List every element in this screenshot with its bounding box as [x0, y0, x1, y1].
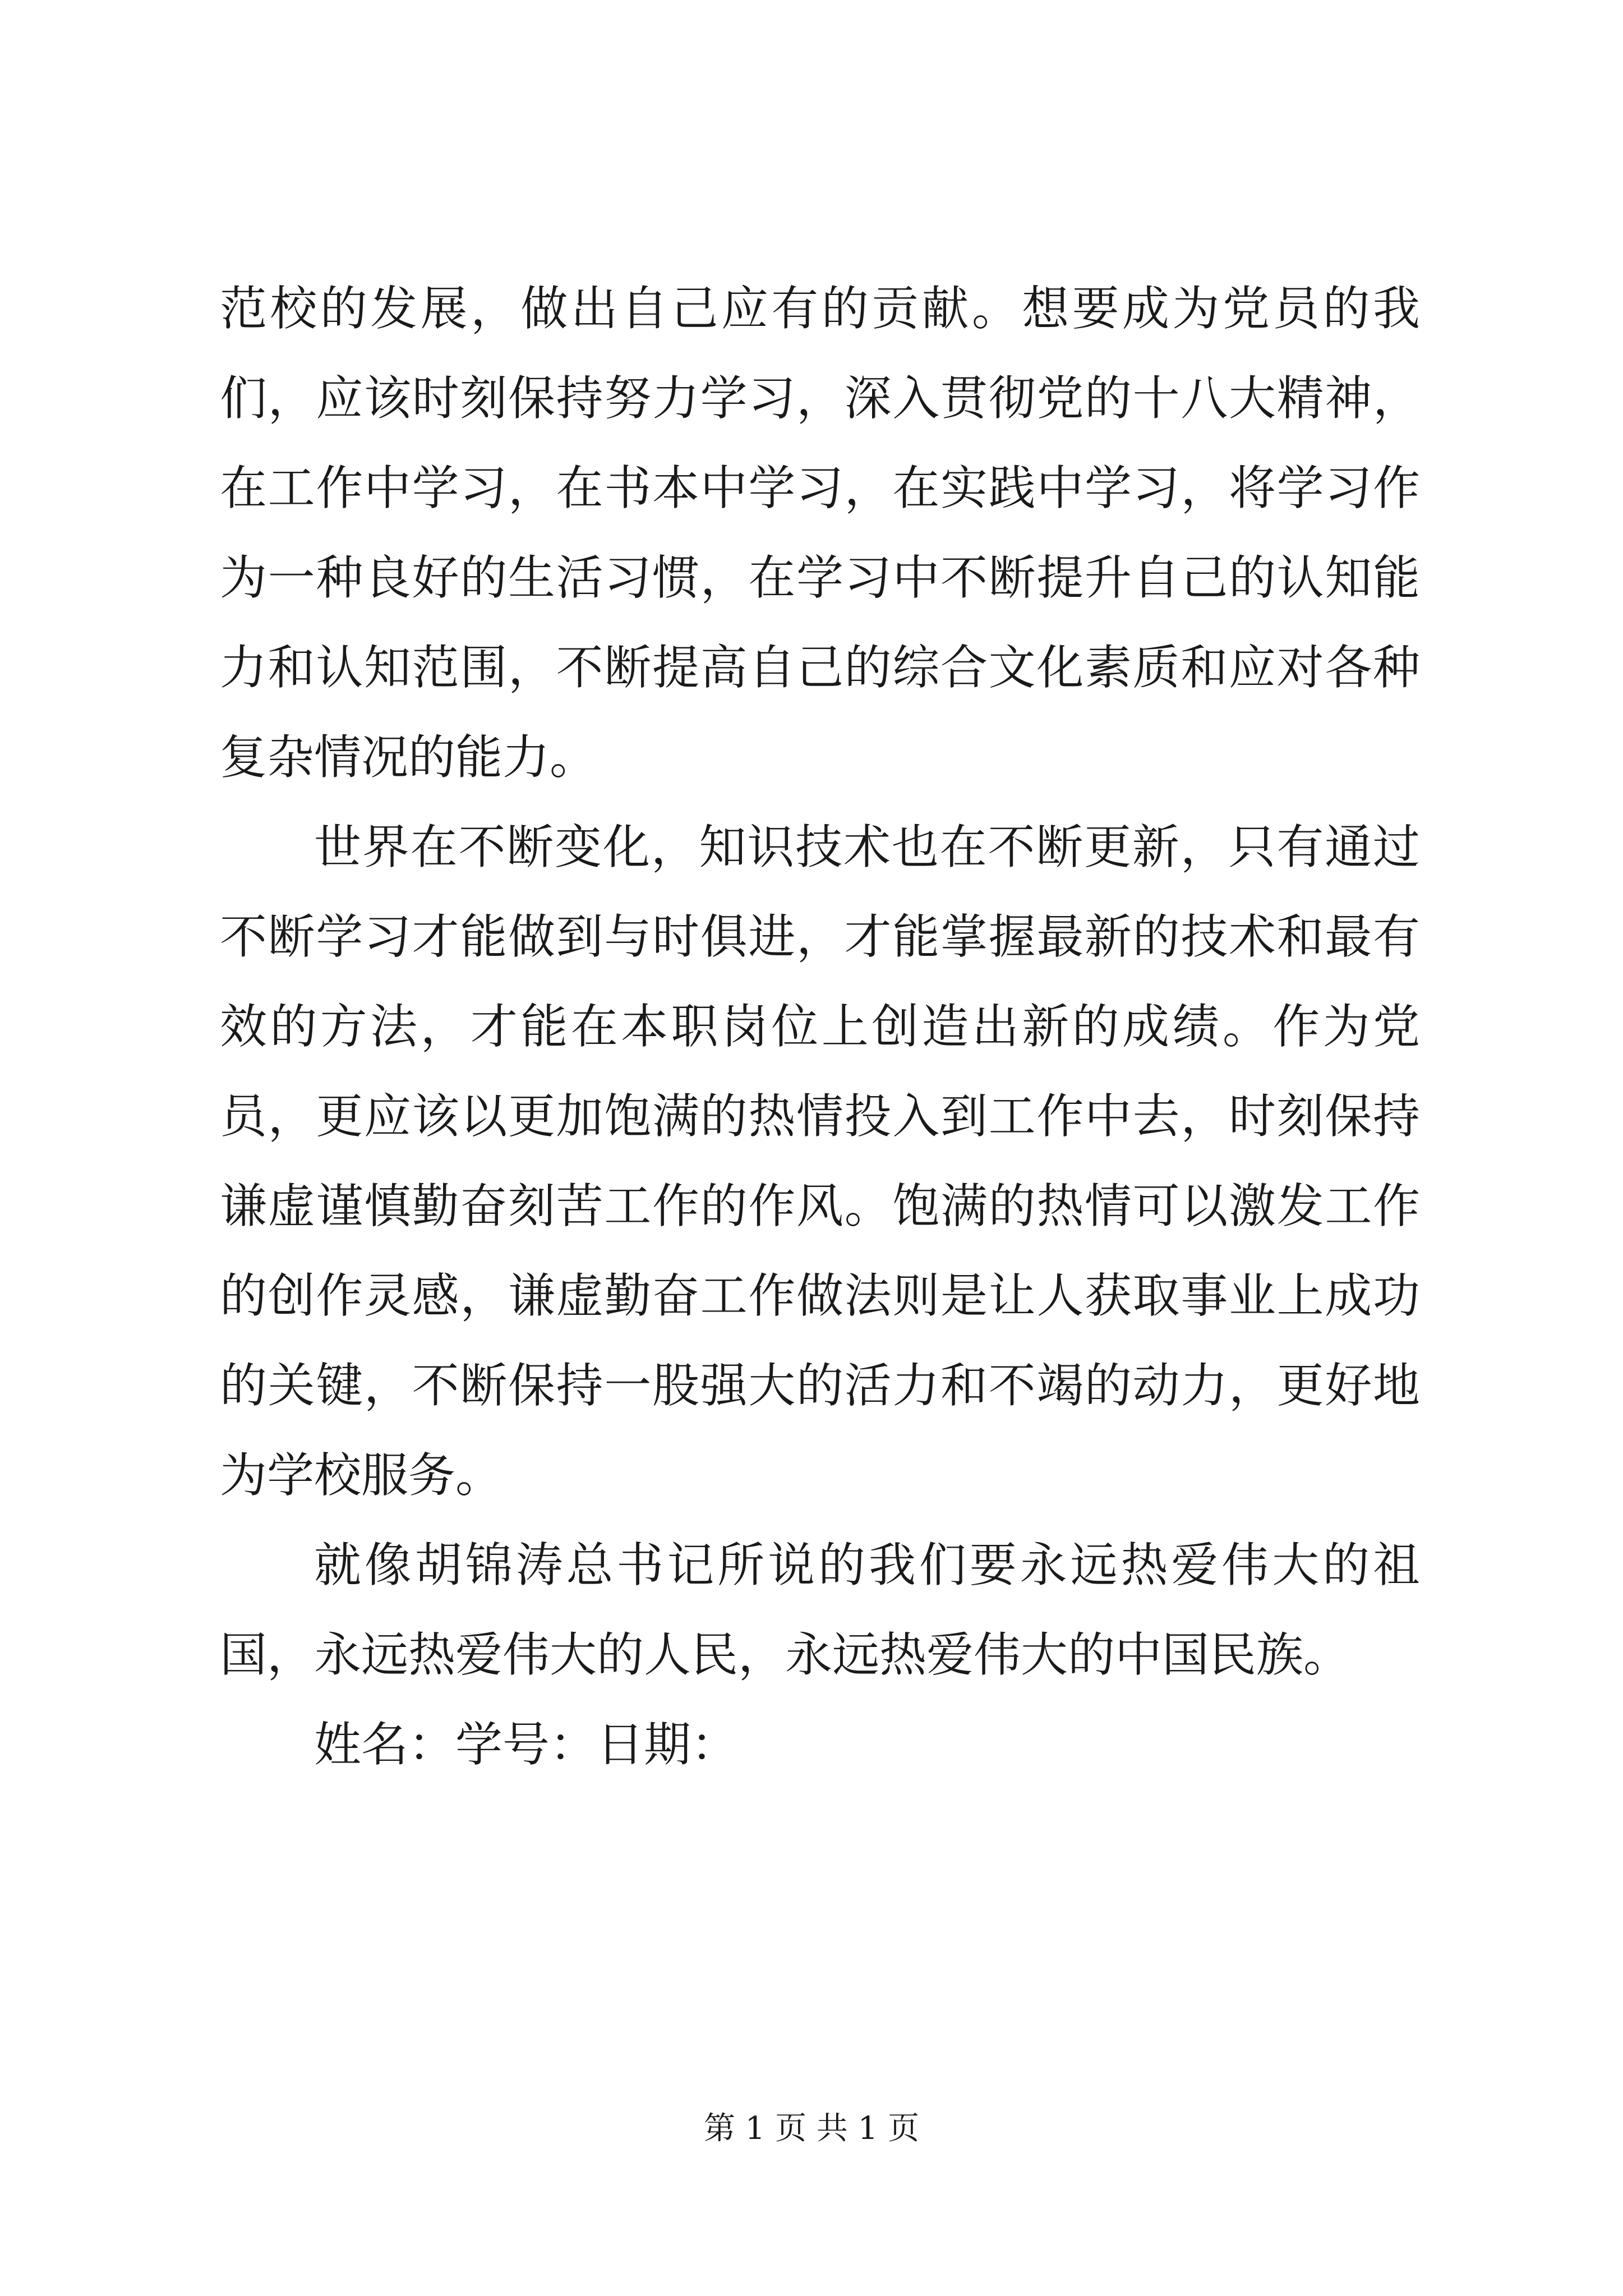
- signature-line: 姓名：学号：日期：: [314, 1717, 739, 1772]
- paragraph-learning: 世界在不断变化，知识技术也在不断更新，只有通过不断学习才能做到与时俱进，才能掌握最新的技术和最有效的方法，才能在本职岗位上创造出新的成绩。作为党员，更应该以更加饱满的热情投入到工作中去，时刻保持谦虚谨慎勤奋刻苦工作的作风。饱满的热情可以激发工作的创作灵感，谦虚勤奋工作做法则是让人获取事业上成功的关键，不断保持一股强大的活力和不竭的动力，更好地为学校服务。: [220, 820, 1420, 1503]
- page-footer: 第 1 页 共 1 页: [703, 2110, 920, 2147]
- paragraph-quote: 就像胡锦涛总书记所说的我们要永远热爱伟大的祖国，永远热爱伟大的人民，永远热爱伟大的中国民族。: [220, 1538, 1420, 1682]
- document-body: [220, 264, 1420, 1789]
- paragraph-continuation: 范校的发展，做出自己应有的贡献。想要成为党员的我们，应该时刻保持努力学习，深入贯彻党的十八大精神，在工作中学习，在书本中学习，在实践中学习，将学习作为一种良好的生活习惯，在学习中不断提升自己的认知能力和认知范围，不断提高自己的综合文化素质和应对各种复杂情况的能力。: [220, 281, 1420, 785]
